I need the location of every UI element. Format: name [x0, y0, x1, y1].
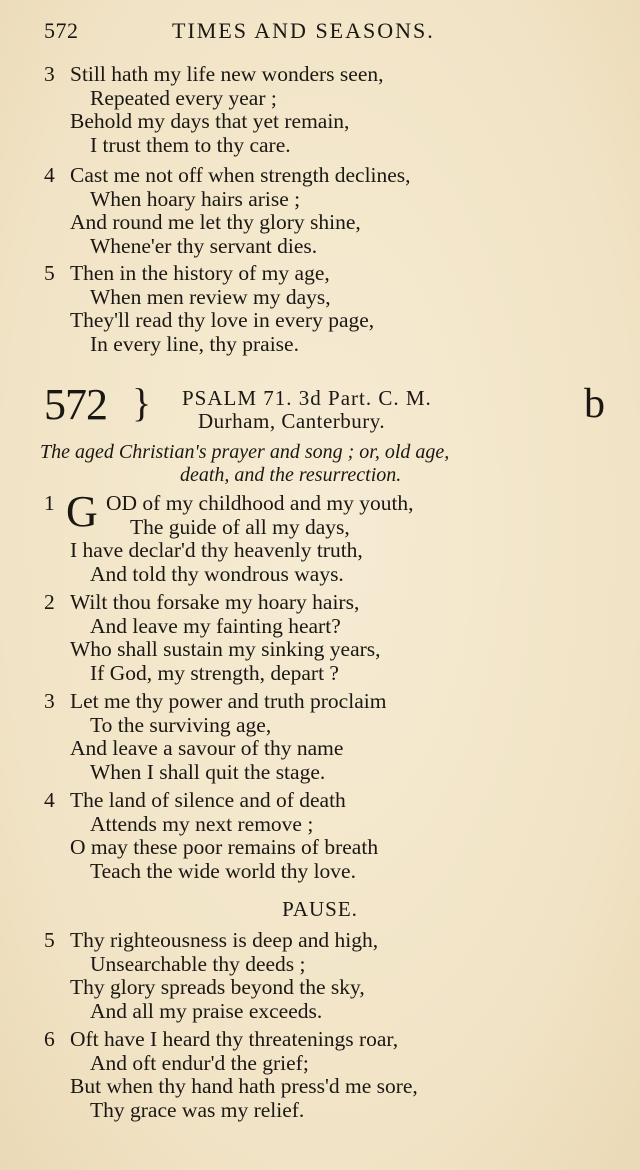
verse-line: O may these poor remains of breath	[70, 835, 379, 859]
verse-line: They'll read thy love in every page,	[70, 308, 375, 332]
verse-line: Behold my days that yet remain,	[70, 109, 350, 133]
stanza	[44, 1028, 624, 1122]
verse-line: Who shall sustain my sinking years,	[70, 637, 381, 661]
page-header	[44, 14, 604, 50]
stanza	[44, 164, 624, 258]
verse-line: Thy glory spreads beyond the sky,	[70, 975, 365, 999]
verse-line: Teach the wide world thy love.	[90, 858, 356, 883]
verse-line: I trust them to thy care.	[90, 132, 291, 157]
stanza-number: 4	[44, 788, 55, 812]
hymn-number: 572	[44, 380, 107, 429]
verse-line: And oft endur'd the grief;	[90, 1050, 309, 1075]
verse-line: When I shall quit the stage.	[90, 759, 326, 784]
hymn-subtitle	[40, 441, 620, 487]
stanza-number: 6	[44, 1027, 55, 1051]
verse-line: And leave a savour of thy name	[70, 736, 344, 760]
verse-line: Thy grace was my relief.	[90, 1097, 305, 1122]
stanza	[44, 262, 624, 356]
verse-line: OD of my childhood and my youth,	[106, 491, 414, 515]
subtitle-line: death, and the resurrection.	[180, 464, 402, 486]
verse-line: The guide of all my days,	[130, 514, 350, 539]
verse-line: But when thy hand hath press'd me sore,	[70, 1074, 418, 1098]
verse-line: And told thy wondrous ways.	[90, 561, 344, 586]
stanza	[44, 929, 624, 1023]
stanza-number: 5	[44, 928, 55, 952]
verse-line: Then in the history of my age,	[70, 261, 330, 285]
stanza-number: 3	[44, 689, 55, 713]
verse-line: To the surviving age,	[90, 712, 272, 737]
subtitle-line: The aged Christian's prayer and song ; or, old age,	[40, 441, 450, 463]
verse-line: I have declar'd thy heavenly truth,	[70, 538, 363, 562]
stanza-number: 4	[44, 163, 55, 187]
verse-line: Let me thy power and truth proclaim	[70, 689, 387, 713]
verse-line: Whene'er thy servant dies.	[90, 233, 318, 258]
verse-line: And all my praise exceeds.	[90, 998, 323, 1023]
stanza	[44, 591, 624, 685]
verse-line: Oft have I heard thy threatenings roar,	[70, 1027, 399, 1051]
verse-line: When hoary hairs arise ;	[90, 186, 301, 211]
stanza-number: 3	[44, 62, 55, 86]
verse-line: Repeated every year ;	[90, 85, 277, 110]
verse-line: In every line, thy praise.	[90, 331, 299, 356]
stanza	[44, 789, 624, 883]
verse-line: Wilt thou forsake my hoary hairs,	[70, 590, 360, 614]
running-title: TIMES AND SEASONS.	[172, 18, 435, 43]
verse-line: When men review my days,	[90, 284, 331, 309]
tune-names: Durham, Canterbury.	[198, 409, 386, 433]
verse-line: Attends my next remove ;	[90, 811, 314, 836]
verse-line: Still hath my life new wonders seen,	[70, 62, 384, 86]
stanza	[44, 690, 624, 784]
page-number: 572	[44, 18, 79, 43]
stanza	[44, 63, 624, 157]
verse-line: Unsearchable thy deeds ;	[90, 951, 306, 976]
pause-heading: PAUSE.	[282, 897, 358, 921]
verse-line: If God, my strength, depart ?	[90, 660, 339, 685]
stanza-number: 2	[44, 590, 55, 614]
stanza	[44, 487, 624, 586]
stanza-number: 5	[44, 261, 55, 285]
verse-line: And leave my fainting heart?	[90, 613, 341, 638]
verse-line: And round me let thy glory shine,	[70, 210, 361, 234]
verse-line: Thy righteousness is deep and high,	[70, 928, 379, 952]
key-marker: b	[584, 381, 605, 427]
hymn-heading	[44, 380, 624, 443]
verse-line: Cast me not off when strength declines,	[70, 163, 411, 187]
verse-line: The land of silence and of death	[70, 788, 346, 812]
psalm-reference: PSALM 71. 3d Part. C. M.	[182, 386, 432, 410]
stanza-number: 1	[44, 491, 55, 515]
drop-cap: G	[66, 487, 98, 536]
brace-glyph: }	[132, 380, 152, 425]
